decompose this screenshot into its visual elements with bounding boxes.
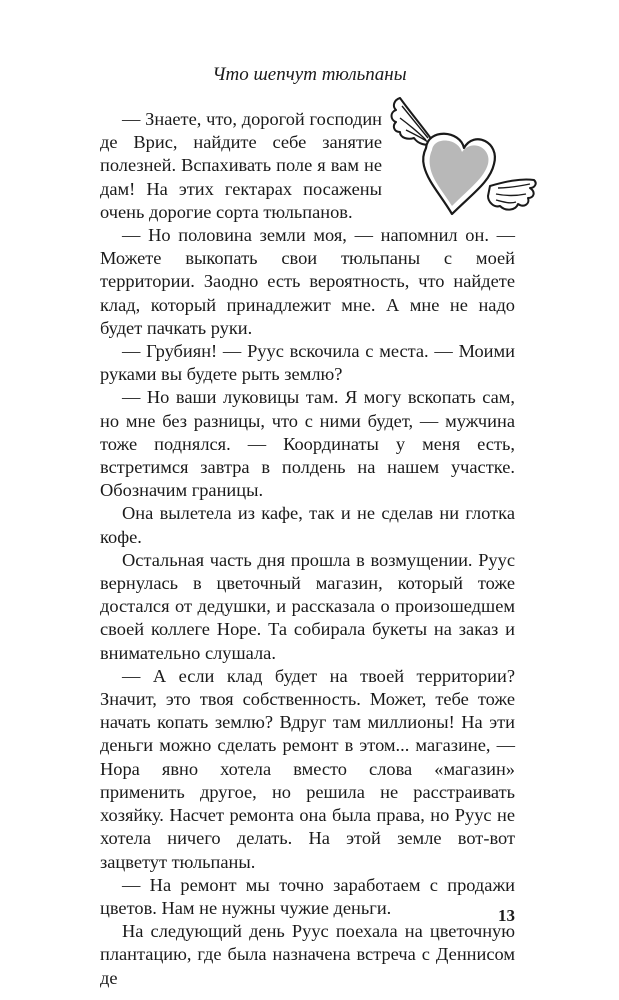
paragraph: Остальная часть дня прошла в возмущении. Руус вернулась в цветочный магазин, который тоже достался от дедушки, и рассказала о произошедшем своей коллеге Норе. Та собирала букеты на заказ и внимательно слушала. [100, 549, 515, 663]
running-head: Что шепчут тюльпаны [212, 64, 407, 85]
paragraph: — Но половина земли моя, — напомнил он. — Можете выкопать свои тюльпаны с моей территории. Заодно есть вероятность, что найдете клад, который принадлежит мне. А мне не надо будет пачкать руки. [100, 225, 515, 338]
page-number: 13 [498, 906, 515, 925]
paragraph: — Грубиян! — Руус вскочила с места. — Моими руками вы будете рыть землю? [100, 341, 515, 385]
paragraph: — На ремонт мы точно заработаем с продажи цветов. Нам не нужны чужие деньги. [100, 874, 515, 918]
paragraph: Она вылетела из кафе, так и не сделав ни глотка кофе. [100, 503, 515, 547]
paragraph: — Знаете, что, дорогой господин де Врис, найдите себе занятие полезней. Вспахивать поле я вам не дам! На этих гектарах посажены очень дорогие сорта тюльпанов. [100, 109, 382, 222]
paragraph: — Но ваши луковицы там. Я могу вскопать сам, но мне без разницы, что с ними будет, — мужчина тоже поднялся. — Координаты у меня есть, встретимся завтра в полдень на нашем участке. Обозначим границы. [100, 387, 515, 501]
paragraph: — А если клад будет на твоей территории? Значит, это твоя собственность. Может, тебе тоже начать копать землю? Вдруг там миллионы! На эти деньги можно сделать ремонт в этом... магазине, — Нора явно хотела вместо слова «магазин» применить другое, но решила не расстраивать хозяйку. Насчет ремонта она была права, но Руус не хотела ничего делать. На этой земле вот-вот зацветут тюльпаны. [100, 665, 515, 872]
body-text [100, 108, 515, 990]
paragraph: На следующий день Руус поехала на цветочную плантацию, где была назначена встреча с Деннисом де [100, 921, 515, 988]
